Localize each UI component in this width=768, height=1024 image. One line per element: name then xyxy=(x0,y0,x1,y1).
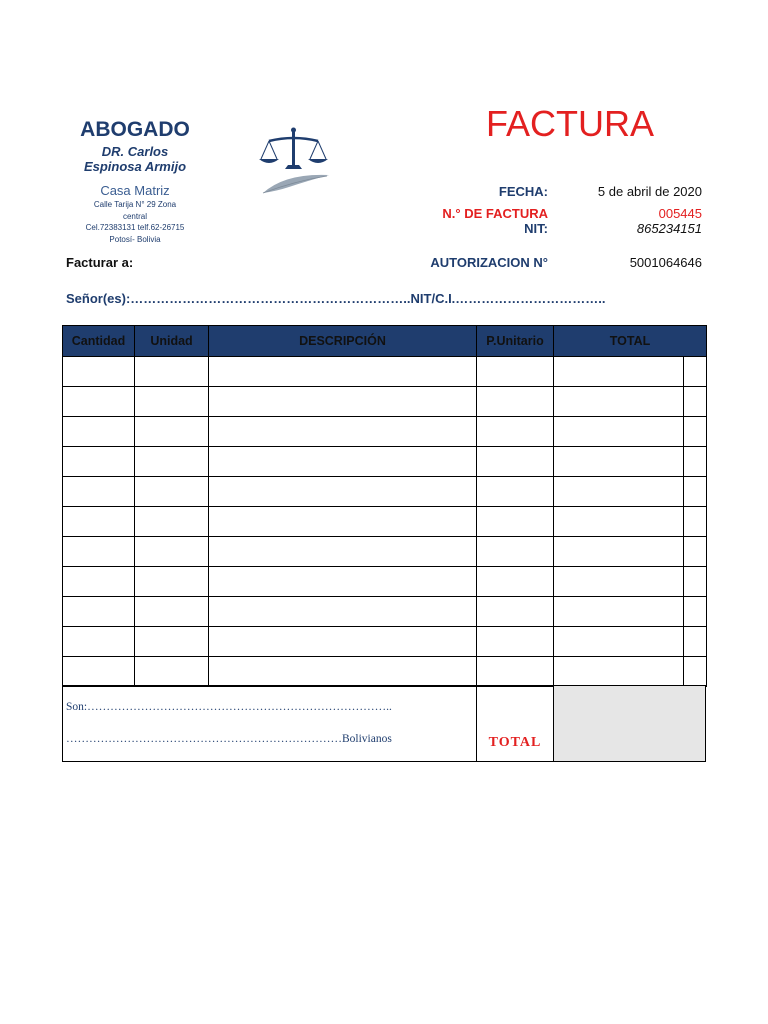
cell-descripcion[interactable] xyxy=(209,567,477,597)
cell-extra[interactable] xyxy=(684,627,707,657)
cell-extra[interactable] xyxy=(684,417,707,447)
table-row xyxy=(63,447,707,477)
cell-descripcion[interactable] xyxy=(209,537,477,567)
cell-precio-unitario[interactable] xyxy=(477,597,554,627)
cell-total[interactable] xyxy=(554,387,684,417)
total-label: TOTAL xyxy=(488,735,542,750)
cell-extra[interactable] xyxy=(684,537,707,567)
table-row xyxy=(63,627,707,657)
table-row xyxy=(63,597,707,627)
cell-unidad[interactable] xyxy=(135,417,209,447)
issuer-name-line1: DR. Carlos xyxy=(101,144,169,159)
cell-descripcion[interactable] xyxy=(209,417,477,447)
issuer-name-line2: Espinosa Armijo xyxy=(83,159,187,174)
cell-descripcion[interactable] xyxy=(209,387,477,417)
cell-unidad[interactable] xyxy=(135,387,209,417)
cell-total[interactable] xyxy=(554,477,684,507)
cell-total[interactable] xyxy=(554,417,684,447)
cell-total[interactable] xyxy=(554,507,684,537)
cell-extra[interactable] xyxy=(684,357,707,387)
cell-precio-unitario[interactable] xyxy=(477,447,554,477)
cell-extra[interactable] xyxy=(684,507,707,537)
cell-unidad[interactable] xyxy=(135,537,209,567)
header-descripcion: DESCRIPCIÓN xyxy=(209,326,477,357)
cell-precio-unitario[interactable] xyxy=(477,357,554,387)
cell-cantidad[interactable] xyxy=(63,657,135,687)
issuer-name xyxy=(62,144,208,174)
document-title: FACTURA xyxy=(485,103,654,144)
table-row xyxy=(63,507,707,537)
cell-cantidad[interactable] xyxy=(63,597,135,627)
scales-of-justice-icon xyxy=(255,125,333,197)
cell-descripcion[interactable] xyxy=(209,627,477,657)
cell-descripcion[interactable] xyxy=(209,357,477,387)
cell-unidad[interactable] xyxy=(135,477,209,507)
authorization-value: 5001064646 xyxy=(629,255,702,270)
cell-unidad[interactable] xyxy=(135,507,209,537)
cell-precio-unitario[interactable] xyxy=(477,477,554,507)
cell-total[interactable] xyxy=(554,567,684,597)
cell-extra[interactable] xyxy=(684,387,707,417)
header-unidad: Unidad xyxy=(135,326,209,357)
table-row xyxy=(63,537,707,567)
date-label: FECHA: xyxy=(498,184,548,199)
address-line1: Calle Tarija N° 29 Zona xyxy=(93,200,177,209)
cell-precio-unitario[interactable] xyxy=(477,567,554,597)
header-precio-unitario: P.Unitario xyxy=(477,326,554,357)
cell-extra[interactable] xyxy=(684,477,707,507)
cell-unidad[interactable] xyxy=(135,627,209,657)
date-value: 5 de abril de 2020 xyxy=(597,184,702,199)
address-line3: Cel.72383131 telf.62-26715 xyxy=(85,223,185,232)
cell-precio-unitario[interactable] xyxy=(477,387,554,417)
issuer-title: ABOGADO xyxy=(80,118,190,141)
cell-descripcion[interactable] xyxy=(209,597,477,627)
cell-unidad[interactable] xyxy=(135,447,209,477)
header-cantidad: Cantidad xyxy=(63,326,135,357)
cell-extra[interactable] xyxy=(684,657,707,687)
cell-cantidad[interactable] xyxy=(63,627,135,657)
cell-cantidad[interactable] xyxy=(63,387,135,417)
table-row xyxy=(63,387,707,417)
cell-unidad[interactable] xyxy=(135,597,209,627)
cell-unidad[interactable] xyxy=(135,357,209,387)
table-row xyxy=(63,477,707,507)
table-row xyxy=(63,417,707,447)
cell-total[interactable] xyxy=(554,357,684,387)
totals-footer xyxy=(62,685,706,762)
cell-cantidad[interactable] xyxy=(63,447,135,477)
total-value-cell[interactable] xyxy=(553,686,686,761)
nit-value: 865234151 xyxy=(636,221,702,236)
table-row xyxy=(63,657,707,687)
cell-descripcion[interactable] xyxy=(209,507,477,537)
invoice-number-label: N.° DE FACTURA xyxy=(442,206,548,221)
nit-label: NIT: xyxy=(524,221,548,236)
table-row xyxy=(63,357,707,387)
cell-precio-unitario[interactable] xyxy=(477,657,554,687)
table-header-row xyxy=(63,326,707,357)
cell-unidad[interactable] xyxy=(135,567,209,597)
amount-in-words-line1[interactable]: Son:…………………………………………………………………….. xyxy=(66,701,392,713)
invoice-number-value: 005445 xyxy=(658,206,702,221)
issuer-address xyxy=(62,199,208,245)
amount-in-words-line2[interactable]: ………………………………………………………………Bolivianos xyxy=(66,733,392,745)
total-extra-cell xyxy=(685,686,705,761)
cell-precio-unitario[interactable] xyxy=(477,537,554,567)
table-body xyxy=(63,357,707,687)
cell-precio-unitario[interactable] xyxy=(477,417,554,447)
cell-extra[interactable] xyxy=(684,447,707,477)
cell-extra[interactable] xyxy=(684,597,707,627)
cell-cantidad[interactable] xyxy=(63,507,135,537)
bill-to-label: Facturar a: xyxy=(66,255,134,270)
header-total: TOTAL xyxy=(554,326,707,357)
issuer-office: Casa Matriz xyxy=(100,183,170,198)
cell-total[interactable] xyxy=(554,627,684,657)
cell-total[interactable] xyxy=(554,597,684,627)
cell-unidad[interactable] xyxy=(135,657,209,687)
client-line[interactable]: Señor(es):………………………………………………………..NIT/C.I.…………………………….. xyxy=(66,291,606,306)
cell-cantidad[interactable] xyxy=(63,537,135,567)
cell-descripcion[interactable] xyxy=(209,477,477,507)
cell-total[interactable] xyxy=(554,537,684,567)
cell-cantidad[interactable] xyxy=(63,357,135,387)
cell-extra[interactable] xyxy=(684,567,707,597)
authorization-label: AUTORIZACION N° xyxy=(430,255,548,270)
cell-total[interactable] xyxy=(554,447,684,477)
cell-cantidad[interactable] xyxy=(63,567,135,597)
address-line2: central xyxy=(122,211,147,221)
cell-cantidad[interactable] xyxy=(63,477,135,507)
items-table xyxy=(62,325,707,687)
table-row xyxy=(63,567,707,597)
cell-cantidad[interactable] xyxy=(63,417,135,447)
cell-total[interactable] xyxy=(554,657,684,687)
address-line4: Potosí- Bolivia xyxy=(109,234,161,244)
cell-descripcion[interactable] xyxy=(209,657,477,687)
cell-descripcion[interactable] xyxy=(209,447,477,477)
cell-precio-unitario[interactable] xyxy=(477,507,554,537)
cell-precio-unitario[interactable] xyxy=(477,627,554,657)
